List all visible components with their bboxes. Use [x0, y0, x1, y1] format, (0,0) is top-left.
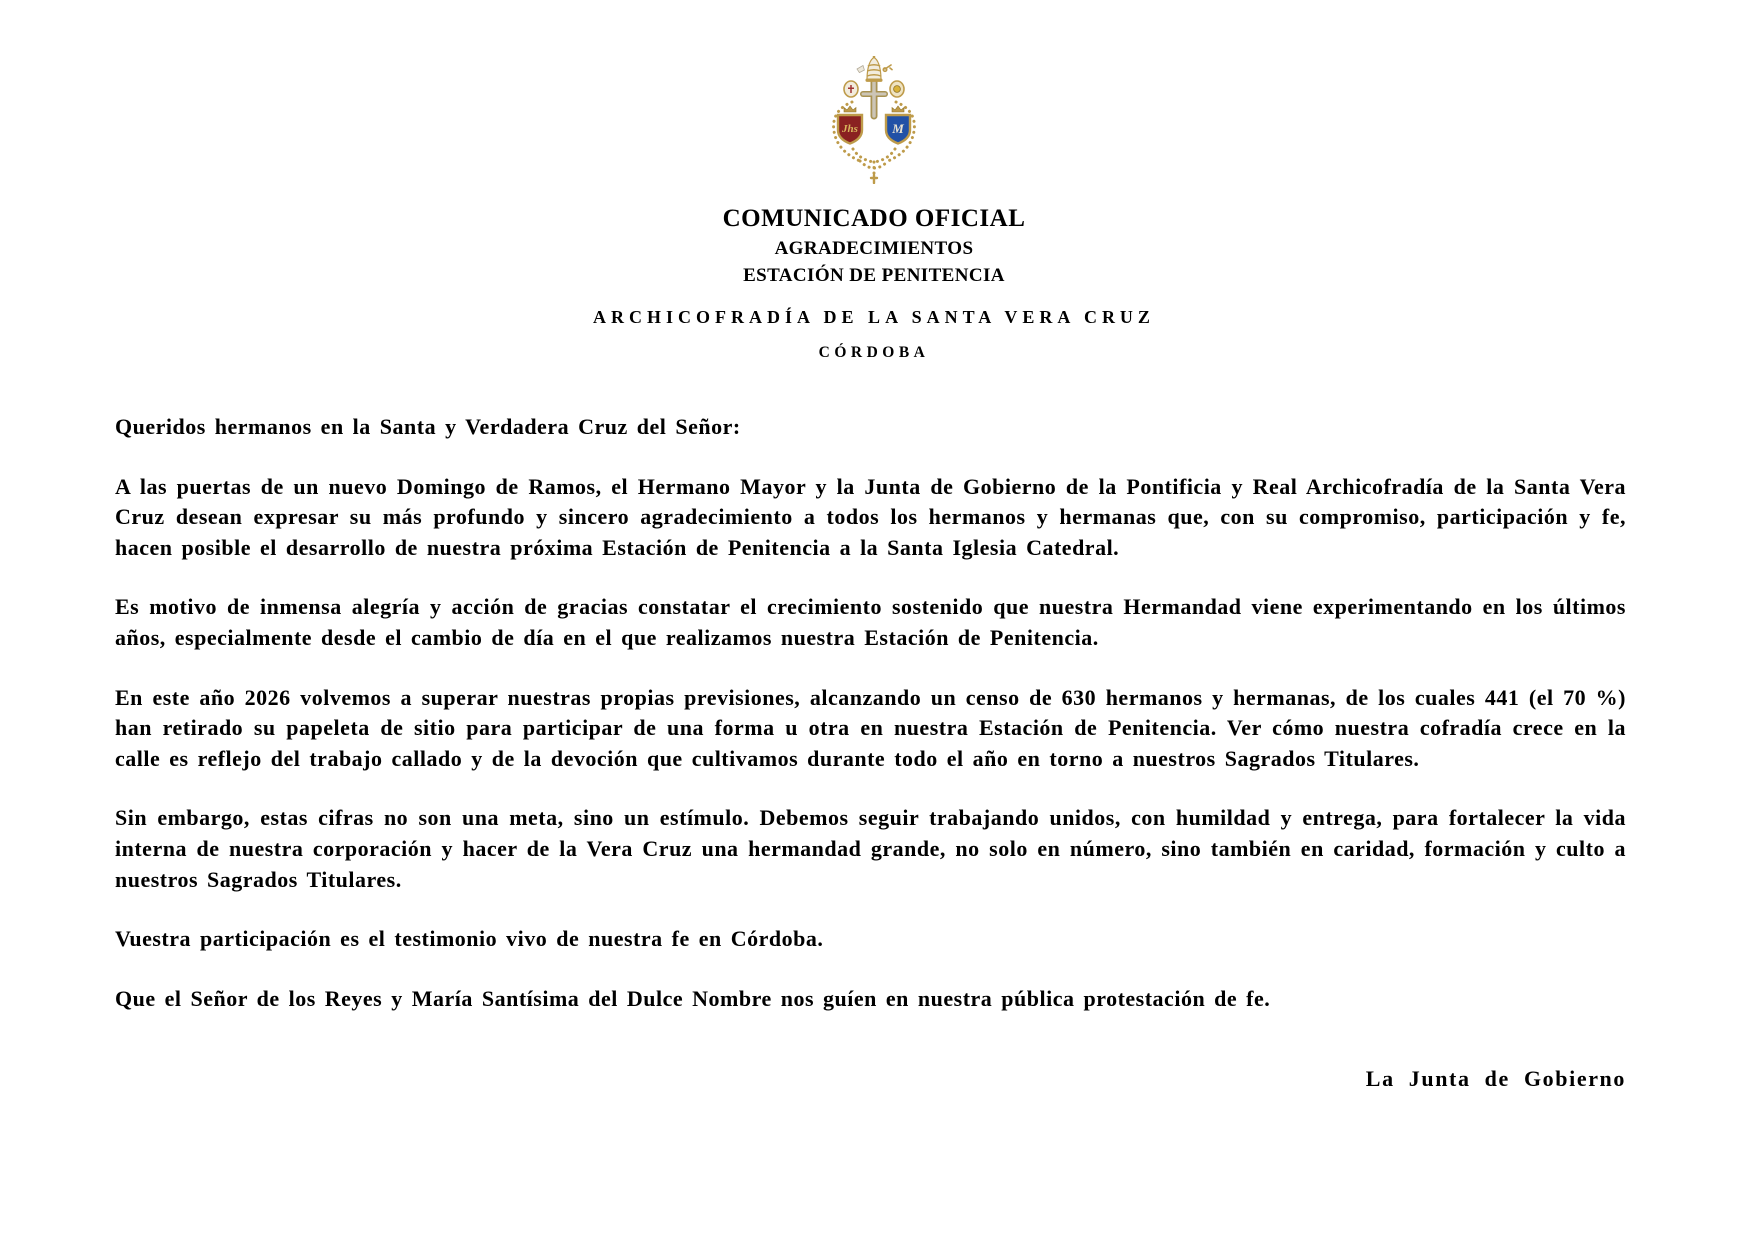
document-header — [0, 0, 1748, 363]
paragraph-gratitude: A las puertas de un nuevo Domingo de Ramos, el Hermano Mayor y la Junta de Gobierno de la Pontificia y Real Archicofradía de la Santa Vera Cruz desean expresar su más profundo y sincero agradecimiento a todos los hermanos y hermanas que, con su compromiso, participación y fe, hacen posible el desarrollo de nuestra próxima Estación de Penitencia a la Santa Iglesia Catedral. — [115, 473, 1626, 560]
salutation: Queridos hermanos en la Santa y Verdadera Cruz del Señor: — [115, 414, 741, 439]
left-shield-monogram: Jhs — [842, 123, 858, 135]
document-title: COMUNICADO OFICIAL — [722, 205, 1026, 232]
document-subtitle-2: ESTACIÓN DE PENITENCIA — [743, 265, 1005, 286]
document-subtitle-1: AGRADECIMIENTOS — [774, 238, 974, 259]
paragraph-testimony: Vuestra participación es el testimonio vivo de nuestra fe en Córdoba. — [115, 926, 824, 952]
letter-body — [115, 412, 1626, 1095]
paragraph-blessing: Que el Señor de los Reyes y María Santísima del Dulce Nombre nos guíen en nuestra pública protestación de fe. — [115, 985, 1271, 1011]
organization-city: CÓRDOBA — [818, 344, 930, 361]
vera-cruz-crest-icon — [0, 0, 1748, 184]
paragraph-census-2026: En este año 2026 volvemos a superar nuestras propias previsiones, alcanzando un censo de 630 hermanos y hermanas, de los cuales 441 (el 70 %) han retirado su papeleta de sitio para participar de una forma u otra en nuestra Estación de Penitencia. Ver cómo nuestra cofradía crece en la calle es reflejo del trabajo callado y de la devoción que cultivamos durante todo el año en torno a nuestros Sagrados Titulares. — [115, 684, 1626, 771]
right-shield-monogram: M — [892, 121, 904, 136]
paragraph-commitment: Sin embargo, estas cifras no son una meta, sino un estímulo. Debemos seguir trabajando unidos, con humildad y entrega, para fortalecer la vida interna de nuestra corporación y hacer de la Vera Cruz una hermandad grande, no solo en número, sino también en caridad, formación y culto a nuestros Sagrados Titulares. — [115, 805, 1626, 892]
paragraph-growth: Es motivo de inmensa alegría y acción de gracias constatar el crecimiento sostenido que nuestra Hermandad viene experimentando en los últimos años, especialmente desde el cambio de día en el que realizamos nuestra Estación de Penitencia. — [115, 594, 1626, 650]
signature: La Junta de Gobierno — [1365, 1066, 1626, 1092]
crest-graphic — [827, 56, 921, 184]
organization-name: ARCHICOFRADÍA DE LA SANTA VERA CRUZ — [593, 307, 1155, 327]
